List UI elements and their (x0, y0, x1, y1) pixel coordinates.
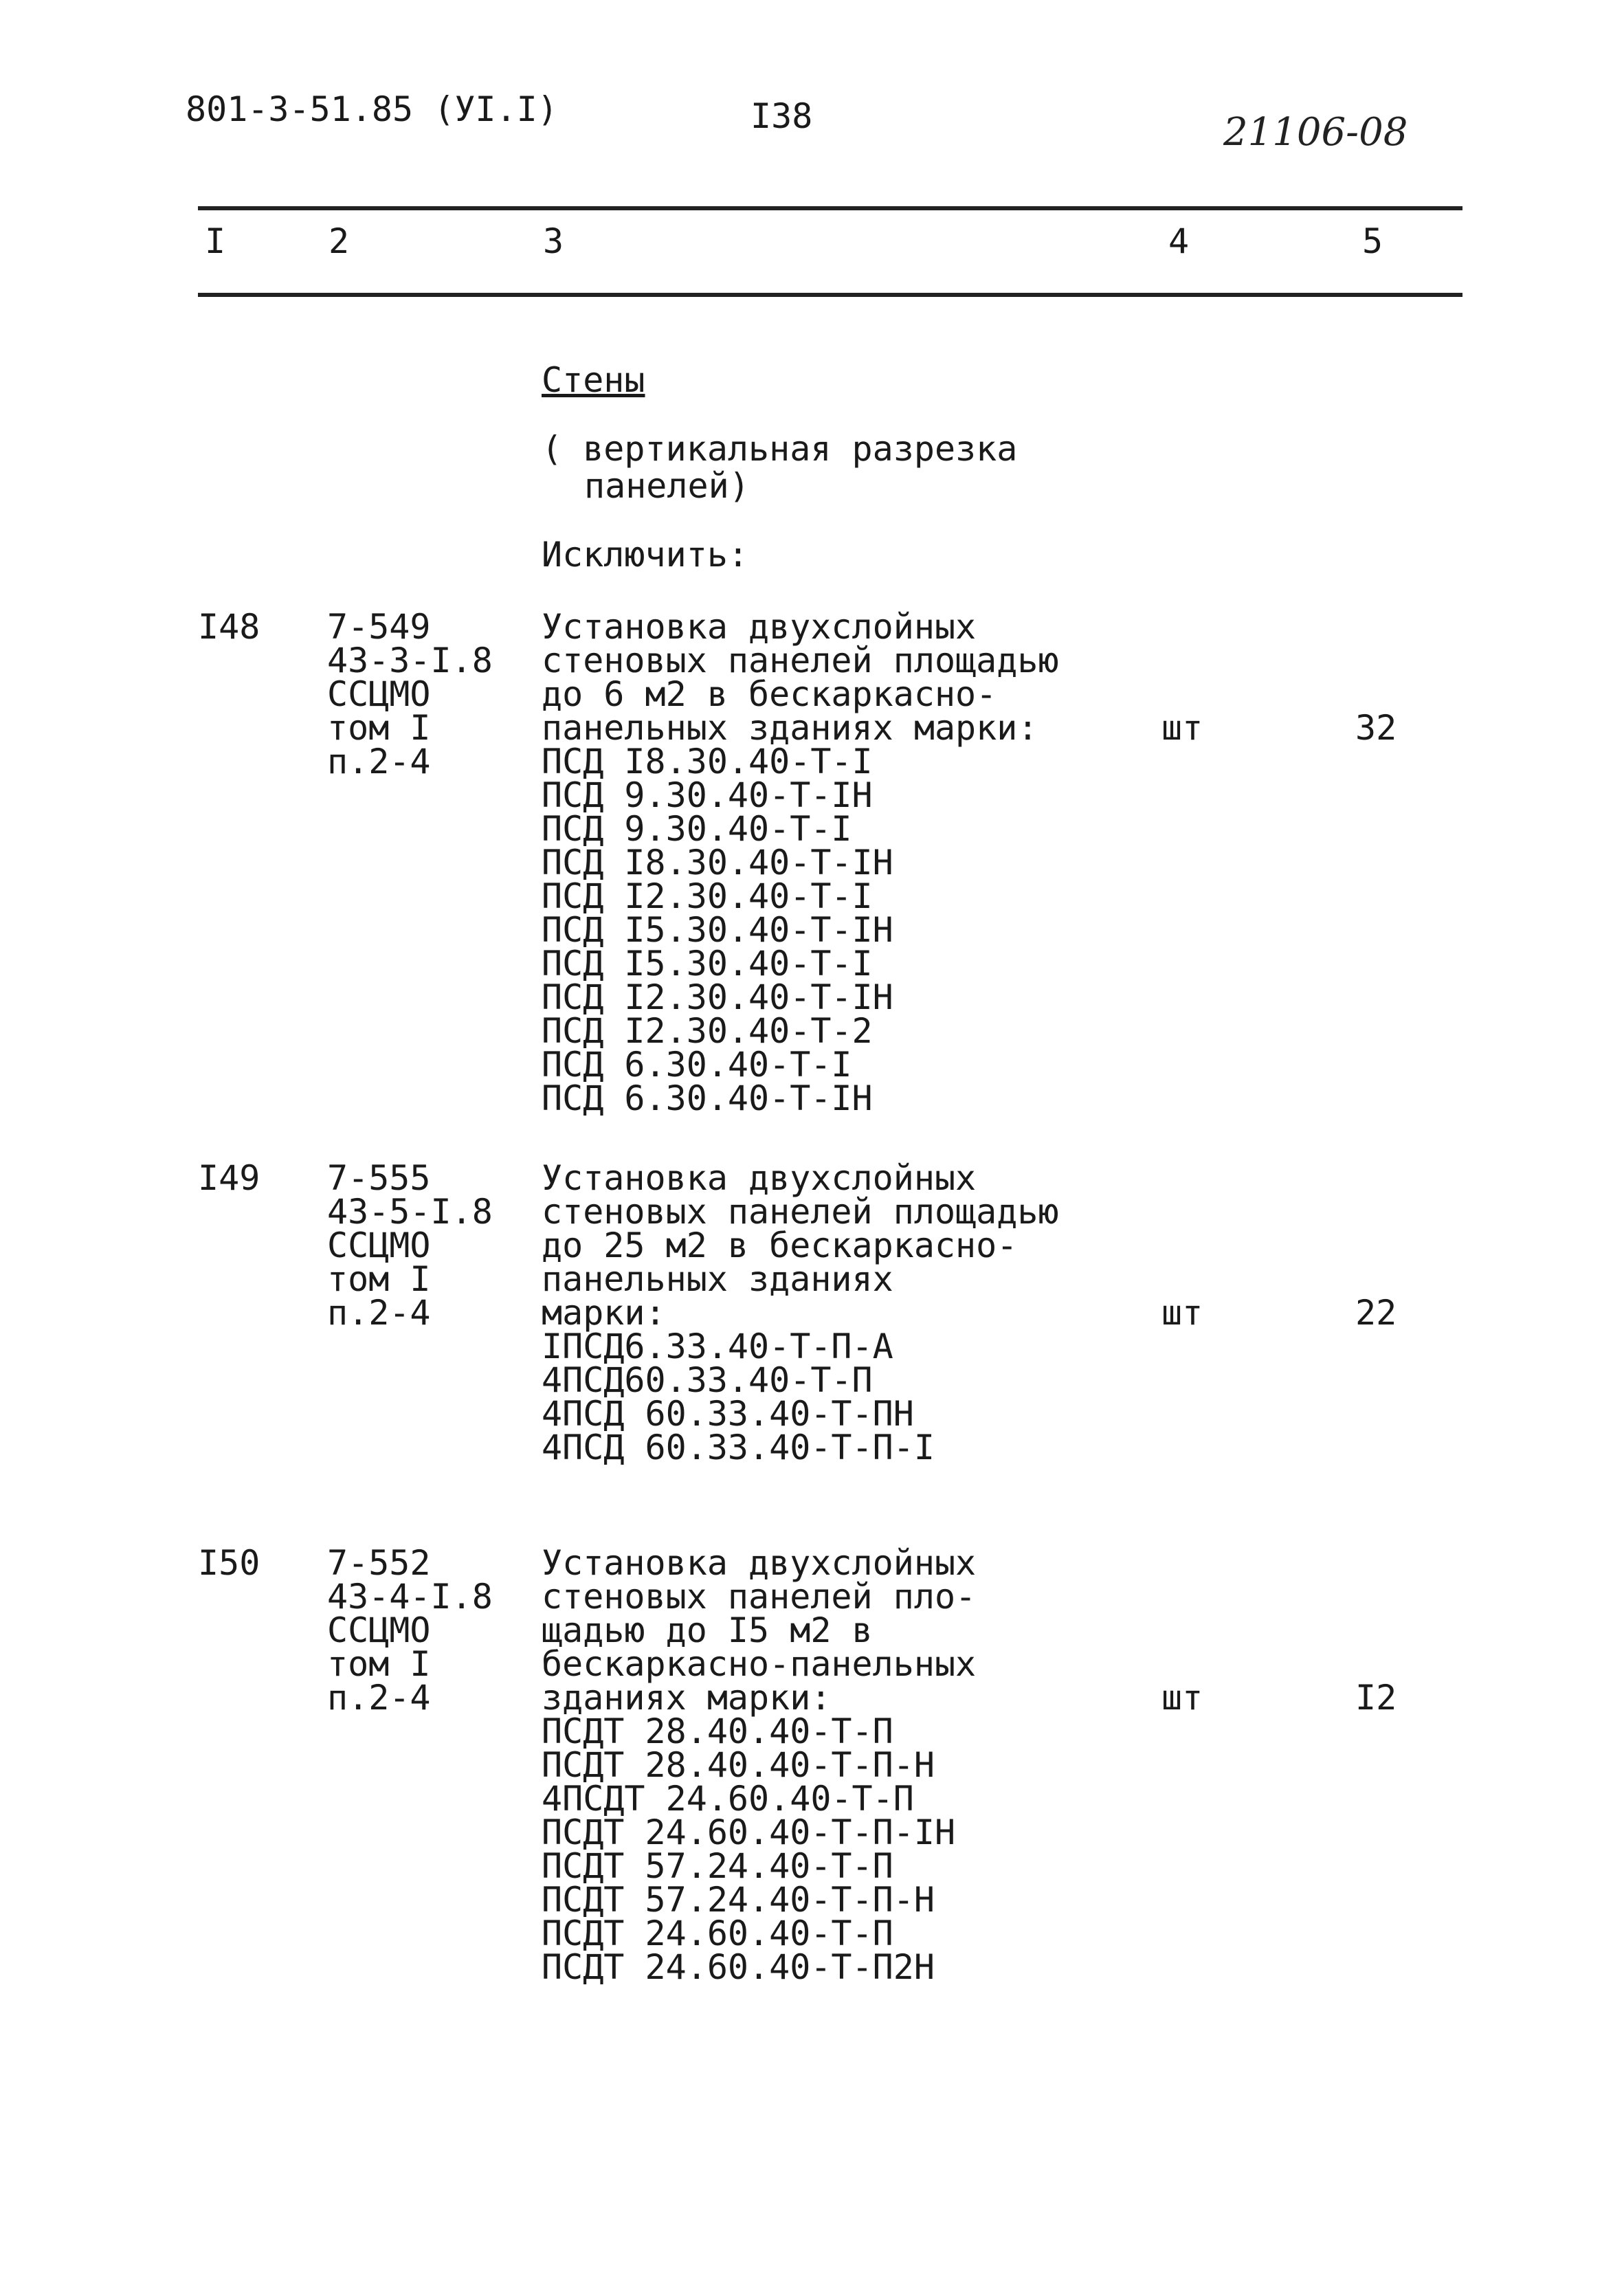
cell-line: ПСД I2.30.40-Т-2 (542, 1011, 873, 1051)
cell-line: ПСДТ 24.60.40-Т-П (542, 1914, 893, 1953)
cell-line: ПСДТ 57.24.40-Т-П (542, 1846, 893, 1886)
cell-line: 4ПСД 60.33.40-Т-ПН (542, 1394, 914, 1434)
cell-line: ССЦМО (327, 1226, 431, 1265)
section-note (542, 430, 1017, 505)
cell-line: ПСД 6.30.40-Т-IН (542, 1078, 873, 1118)
row-reference (327, 607, 493, 781)
column-header-4: 4 (1168, 221, 1190, 261)
cell-line: 4ПСД 60.33.40-Т-П-I (542, 1428, 935, 1467)
cell-line: ССЦМО (327, 674, 431, 714)
cell-line: п.2-4 (327, 742, 431, 781)
section-note-line: панелей) (584, 466, 750, 506)
row-description (542, 1543, 977, 1987)
row-quantity: 22 (1355, 1293, 1397, 1333)
cell-line: до 6 м2 в бескаркасно- (542, 674, 997, 714)
cell-line: ПСД I8.30.40-Т-I (542, 742, 873, 781)
cell-line: стеновых панелей пло- (542, 1577, 977, 1617)
cell-line: ПСД I5.30.40-Т-IН (542, 910, 893, 950)
column-header-1: I (205, 221, 226, 261)
cell-line: ПСДТ 28.40.40-Т-П (542, 1711, 893, 1751)
cell-line: Установка двухслойных (542, 1158, 977, 1198)
cell-line: зданиях марки: (542, 1678, 832, 1718)
cell-line: том I (327, 708, 431, 748)
row-unit: шт (1161, 1293, 1203, 1333)
page-number: I38 (750, 96, 813, 136)
cell-line: 4ПСДТ 24.60.40-Т-П (542, 1779, 914, 1819)
cell-line: п.2-4 (327, 1293, 431, 1333)
cell-line: стеновых панелей площадью (542, 1192, 1059, 1232)
cell-line: ПСД I5.30.40-Т-I (542, 944, 873, 984)
row-unit: шт (1161, 708, 1203, 748)
cell-line: ПСДТ 57.24.40-Т-П-Н (542, 1880, 935, 1920)
cell-line: стеновых панелей площадью (542, 641, 1059, 680)
cell-line: 4ПСД60.33.40-Т-П (542, 1360, 873, 1400)
row-unit: шт (1161, 1678, 1203, 1718)
document-code: 801-3-51.85 (УI.I) (186, 89, 558, 129)
inventory-number: 21106-08 (1223, 110, 1408, 155)
cell-line: ССЦМО (327, 1610, 431, 1650)
cell-line: ПСДТ 24.60.40-Т-П2Н (542, 1947, 935, 1987)
row-reference (327, 1158, 493, 1333)
row-number: I49 (198, 1158, 260, 1198)
column-header-2: 2 (329, 221, 350, 261)
cell-line: панельных зданиях марки: (542, 708, 1038, 748)
cell-line: ПСД 6.30.40-Т-I (542, 1045, 852, 1085)
cell-line: 7-552 (327, 1543, 431, 1583)
row-description (542, 1158, 1059, 1467)
cell-line: ПСД I2.30.40-Т-I (542, 876, 873, 916)
section-note-line: ( вертикальная разрезка (542, 429, 1018, 469)
row-number: I50 (198, 1543, 260, 1583)
cell-line: ПСДТ 24.60.40-Т-П-IН (542, 1812, 956, 1852)
cell-line: марки: (542, 1293, 666, 1333)
cell-line: IПСД6.33.40-Т-П-А (542, 1327, 893, 1366)
table-header-rule (198, 293, 1462, 297)
cell-line: 43-3-I.8 (327, 641, 493, 680)
row-reference (327, 1543, 493, 1718)
cell-line: ПСД 9.30.40-Т-IН (542, 775, 873, 815)
cell-line: 43-4-I.8 (327, 1577, 493, 1617)
cell-line: 43-5-I.8 (327, 1192, 493, 1232)
cell-line: Установка двухслойных (542, 1543, 977, 1583)
table-top-rule (198, 206, 1462, 210)
cell-line: щадью до I5 м2 в (542, 1610, 873, 1650)
column-header-5: 5 (1362, 221, 1383, 261)
row-quantity: 32 (1355, 708, 1397, 748)
cell-line: ПСД 9.30.40-Т-I (542, 809, 852, 849)
cell-line: том I (327, 1644, 431, 1684)
cell-line: том I (327, 1259, 431, 1299)
cell-line: до 25 м2 в бескаркасно- (542, 1226, 1018, 1265)
cell-line: Установка двухслойных (542, 607, 977, 647)
cell-line: панельных зданиях (542, 1259, 893, 1299)
row-number: I48 (198, 607, 260, 647)
cell-line: бескаркасно-панельных (542, 1644, 977, 1684)
exclude-label: Исключить: (542, 535, 749, 575)
cell-line: ПСД I2.30.40-Т-IН (542, 977, 893, 1017)
row-description (542, 607, 1059, 1118)
cell-line: п.2-4 (327, 1678, 431, 1718)
cell-line: 7-549 (327, 607, 431, 647)
section-title: Стены (542, 360, 645, 400)
cell-line: 7-555 (327, 1158, 431, 1198)
cell-line: ПСД I8.30.40-Т-IН (542, 843, 893, 883)
cell-line: ПСДТ 28.40.40-Т-П-Н (542, 1745, 935, 1785)
row-quantity: I2 (1355, 1678, 1397, 1718)
column-header-3: 3 (543, 221, 564, 261)
